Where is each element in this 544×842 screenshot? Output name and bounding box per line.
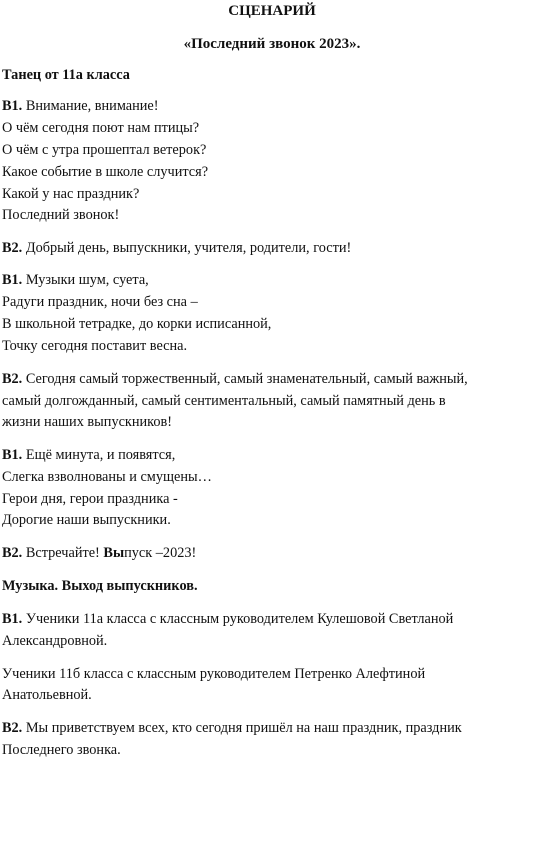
- speech-text: Добрый день, выпускники, учителя, родители, гости!: [22, 240, 352, 256]
- verse-line: Слегка взволнованы и смущены…: [2, 469, 212, 485]
- prose-line: Ученики 11б класса с классным руководителем Петренко Алефтиной: [2, 666, 426, 682]
- music-heading: Музыка. Выход выпускников.: [2, 578, 198, 594]
- speaker-label: В2.: [2, 545, 23, 561]
- verse-line: О чём сегодня поют нам птицы?: [2, 120, 200, 136]
- verse-line: О чём с утра прошептал ветерок?: [2, 142, 207, 158]
- speech-text: Ещё минута, и появятся,: [22, 447, 176, 463]
- speaker-label: В1.: [2, 611, 23, 627]
- speaker-line: [2, 611, 453, 628]
- prose-line: жизни наших выпускников!: [2, 414, 173, 430]
- speaker-label: В1.: [2, 272, 23, 288]
- speaker-label: В2.: [2, 240, 23, 256]
- prose-line: самый долгожданный, самый сентиментальный, самый памятный день в: [2, 393, 446, 409]
- bold-fragment: Вы: [103, 545, 125, 561]
- speaker-line: [2, 240, 351, 257]
- speech-text: пуск –2023!: [124, 545, 197, 561]
- document-title: СЦЕНАРИЙ: [228, 3, 316, 19]
- prose-line: Анатольевной.: [2, 687, 92, 703]
- speech-text: Внимание, внимание!: [22, 98, 159, 114]
- speaker-line: [2, 447, 175, 464]
- verse-line: Последний звонок!: [2, 207, 120, 223]
- prose-line: Александровной.: [2, 633, 108, 649]
- speaker-line: [2, 371, 468, 388]
- speech-text: Ученики 11а класса с классным руководителем Кулешовой Светланой: [22, 611, 454, 627]
- speaker-line: [2, 720, 462, 737]
- speaker-label: В2.: [2, 371, 23, 387]
- verse-line: Какое событие в школе случится?: [2, 164, 209, 180]
- verse-line: Радуги праздник, ночи без сна –: [2, 294, 198, 310]
- speech-text: Мы приветствуем всех, кто сегодня пришёл на наш праздник, праздник: [22, 720, 462, 736]
- verse-line: Точку сегодня поставит весна.: [2, 338, 188, 354]
- dance-heading: Танец от 11а класса: [2, 67, 130, 83]
- verse-line: Герои дня, герои праздника -: [2, 491, 178, 507]
- prose-line: Последнего звонка.: [2, 742, 121, 758]
- speaker-line: [2, 272, 149, 289]
- verse-line: Какой у нас праздник?: [2, 186, 140, 202]
- speaker-label: В1.: [2, 447, 23, 463]
- speech-text: Встречайте!: [22, 545, 104, 561]
- speaker-label: В1.: [2, 98, 23, 114]
- speech-text: Музыки шум, суета,: [22, 272, 149, 288]
- speaker-line: [2, 98, 159, 115]
- verse-line: Дорогие наши выпускники.: [2, 512, 171, 528]
- document-subtitle: «Последний звонок 2023».: [183, 36, 361, 52]
- speaker-line: [2, 545, 196, 562]
- verse-line: В школьной тетрадке, до корки исписанной,: [2, 316, 272, 332]
- speaker-label: В2.: [2, 720, 23, 736]
- speech-text: Сегодня самый торжественный, самый знаменательный, самый важный,: [22, 371, 468, 387]
